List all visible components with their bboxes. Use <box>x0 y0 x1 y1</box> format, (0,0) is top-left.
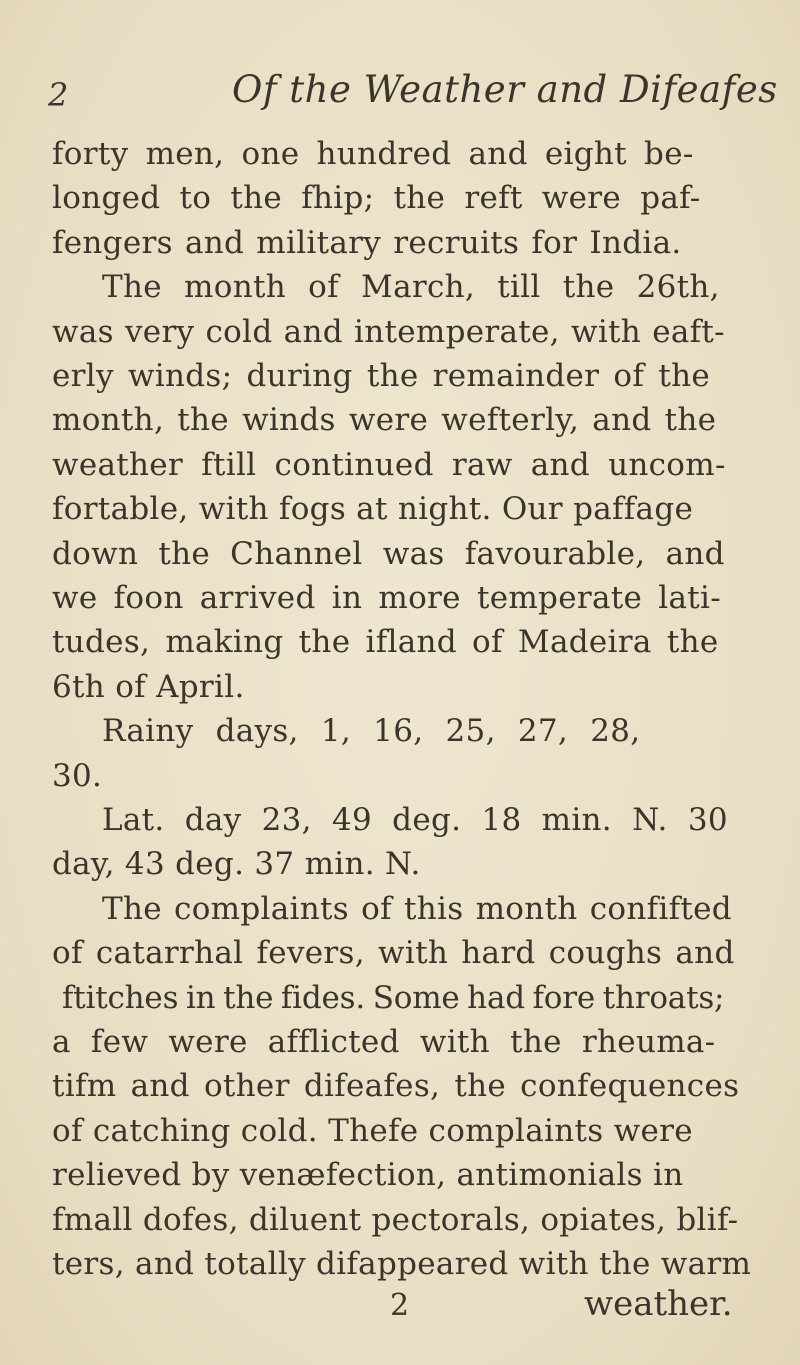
text-line: Rainy days, 1, 16, 25, 27, 28, <box>102 713 641 749</box>
text-line: longed to the fhip; the reft were paf- <box>52 180 701 216</box>
text-line: ftitches in the fides. Some had fore throats; <box>62 980 725 1016</box>
text-line: tifm and other difeafes, the confequences <box>52 1068 740 1104</box>
running-title: Of the Weather and Difeafes <box>232 68 778 111</box>
text-line: was very cold and intemperate, with eaft- <box>52 314 725 350</box>
catchword: weather. <box>584 1284 733 1324</box>
text-line: weather ftill continued raw and uncom- <box>52 447 726 483</box>
text-line: of catching cold. Thefe complaints were <box>52 1113 693 1149</box>
text-line: The month of March, till the 26th, <box>102 269 720 305</box>
text-line: relieved by venæfection, antimonials in <box>52 1157 684 1193</box>
text-line: fmall dofes, diluent pectorals, opiates, blif- <box>52 1202 739 1238</box>
text-line: day, 43 deg. 37 min. N. <box>52 846 421 882</box>
signature-mark: 2 <box>390 1288 410 1323</box>
text-line: tudes, making the ifland of Madeira the <box>52 624 719 660</box>
text-line: of catarrhal fevers, with hard coughs and <box>52 935 735 971</box>
text-line: down the Channel was favourable, and <box>52 536 725 572</box>
page-number: 2 <box>48 76 69 114</box>
text-line: forty men, one hundred and eight be- <box>52 136 694 172</box>
text-line: 30. <box>52 758 103 794</box>
text-line: we foon arrived in more temperate lati- <box>52 580 722 616</box>
text-line: ters, and totally difappeared with the warm <box>52 1246 752 1282</box>
text-line: 6th of April. <box>52 669 245 705</box>
text-line: fortable, with fogs at night. Our paffage <box>52 491 694 527</box>
text-line: The complaints of this month confifted <box>102 891 732 927</box>
text-line: a few were afflicted with the rheuma- <box>52 1024 716 1060</box>
text-line: fengers and military recruits for India. <box>52 225 682 261</box>
text-line: month, the winds were wefterly, and the <box>52 402 717 438</box>
text-line: Lat. day 23, 49 deg. 18 min. N. 30 <box>102 802 728 838</box>
text-line: erly winds; during the remainder of the <box>52 358 710 394</box>
